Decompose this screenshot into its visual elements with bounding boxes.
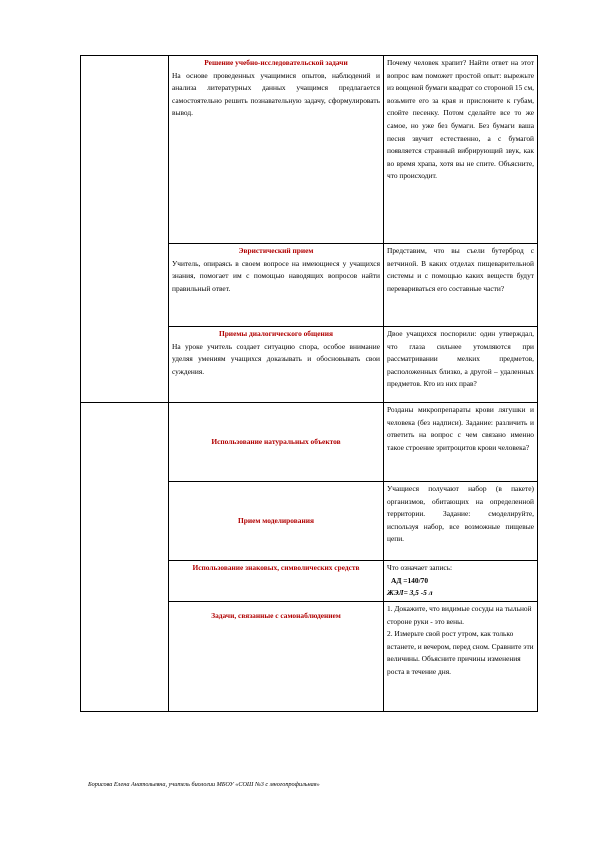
example-cell: Розданы микропрепараты крови лягушки и человека (без надписи). Задание: различить и ответить на вопрос с чем связано именно такое строение эритроцитов крови человека? [384, 403, 538, 482]
method-title: Задачи, связанные с самонаблюдением [169, 602, 384, 712]
method-description: Учитель, опираясь в своем вопросе на имеющиеся у учащихся знания, помогает им с помощью наводящих вопросов найти правильный ответ. [172, 258, 380, 293]
example-question: Что означает запись: [387, 563, 453, 572]
method-title: Использование знаковых, символических средств [169, 561, 384, 602]
formula-vital-capacity: ЖЭЛ= 3,5 -5 л [387, 588, 433, 598]
method-cell [169, 56, 384, 244]
method-description: На основе проведенных учащимися опытов, наблюдений и анализа литературных данных учащимся предлагается самостоятельно решить познавательную задачу, сформулировать вывод. [172, 70, 380, 118]
example-cell: Учащиеся получают набор (в пакете) организмов, обитающих на определенной территории. Задание: смоделируйте, используя набор, все возможные пищевые цепи. [384, 482, 538, 561]
example-cell [384, 561, 538, 602]
example-cell: Двое учащихся поспорили: один утверждал, что глаза сильнее утомляются при рассматривании мелких предметов, расположенных близко, а другой – удаленных предметов. Кто из них прав? [384, 327, 538, 403]
method-title: Прием моделирования [169, 482, 384, 561]
method-cell [169, 327, 384, 403]
example-cell: Почему человек храпит? Найти ответ на этот вопрос вам поможет простой опыт: вырежьте из вощеной бумаги квадрат со стороной 15 см, возьмите его за края и прислоните к губам, спойте песенку. Потом сделайте все то же самое, но уже без бумаги. Без бумаги ваша песня звучит естественно, а с бумагой появляется странный вибрирующий звук, как во время храпа, хотя вы не спите. Объясните, что происходит. [384, 56, 538, 244]
method-cell [169, 244, 384, 327]
method-title: Решение учебно-исследовательской задачи [204, 58, 348, 67]
example-cell [384, 602, 538, 712]
table-row [81, 56, 538, 244]
method-title: Эвристический прием [238, 246, 314, 255]
method-title: Приемы диалогического общения [218, 329, 334, 338]
stage-cell-empty [81, 56, 169, 403]
method-title: Использование натуральных объектов [169, 403, 384, 482]
table-row [81, 403, 538, 482]
example-paragraph: 2. Измерьте свой рост утром, как только встанете, и вечером, перед сном. Сравните эти величины. Объясните причины изменения роста в течение дня. [387, 629, 534, 676]
stage-label [81, 403, 169, 712]
page-footer: Борисова Елена Анатольевна, учитель биологии МБОУ «СОШ №3 с многопрофильная» [88, 781, 320, 788]
methods-table [80, 55, 538, 712]
method-description: На уроке учитель создает ситуацию спора, особое внимание уделяя умениям учащихся доказывать и обосновывать свои суждения. [172, 341, 380, 376]
example-cell: Представим, что вы съели бутерброд с ветчиной. В каких отделах пищеварительной системы и с помощью каких веществ будут перевариваться его составные части? [384, 244, 538, 327]
example-paragraph: 1. Докажите, что видимые сосуды на тыльной стороне руки - это вены. [387, 604, 532, 626]
formula-pressure: АД =140/70 [391, 575, 429, 585]
